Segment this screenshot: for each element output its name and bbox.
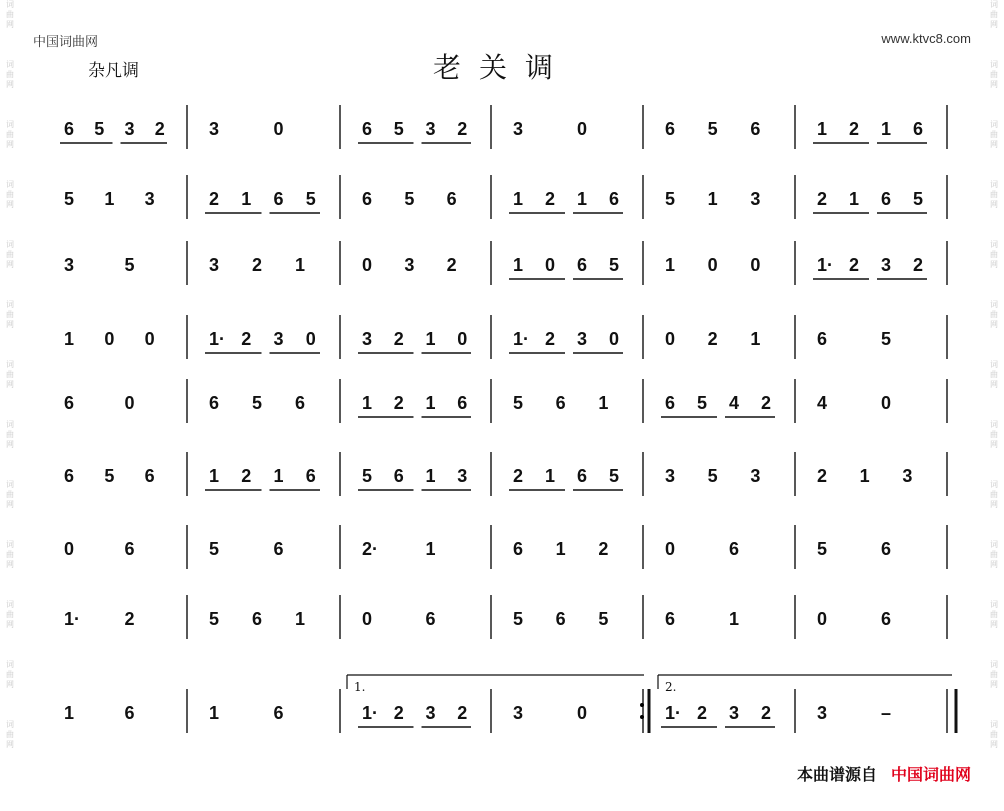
note: 3 [750, 466, 761, 486]
note: 3 [881, 255, 892, 275]
watermark-char: 曲 [990, 610, 998, 619]
note: 0 [665, 539, 676, 559]
note: 1 [859, 466, 870, 486]
note: 1 [64, 703, 75, 723]
note: 1 [707, 189, 718, 209]
note: 2 [393, 329, 404, 349]
note: 2 [209, 189, 220, 209]
note: 6 [393, 466, 404, 486]
note: 3 [144, 189, 155, 209]
note: 6 [362, 119, 373, 139]
watermark-char: 网 [990, 440, 998, 449]
note: 1 [295, 255, 306, 275]
note: 3 [750, 189, 761, 209]
note: 6 [144, 466, 155, 486]
watermark-char: 词 [990, 720, 998, 729]
note: 2· [362, 539, 379, 559]
note: 6 [209, 393, 220, 413]
watermark-char: 网 [6, 380, 14, 389]
watermark-char: 词 [6, 180, 14, 189]
note: 6 [295, 393, 306, 413]
watermark-char: 曲 [6, 430, 14, 439]
note: 6 [273, 189, 284, 209]
note: 1 [577, 189, 588, 209]
note: 3 [513, 119, 524, 139]
watermark-char: 曲 [6, 10, 14, 19]
source-site-link[interactable]: 中国词曲网 [890, 765, 971, 784]
note: 4 [729, 393, 740, 413]
note: 2 [457, 119, 468, 139]
note: 0 [305, 329, 316, 349]
note: 6 [555, 609, 566, 629]
note: 1· [362, 703, 379, 723]
watermark-char: 词 [6, 720, 14, 729]
note: 5 [104, 466, 115, 486]
watermark-char: 网 [6, 80, 14, 89]
note: 5 [881, 329, 892, 349]
note: 0 [881, 393, 892, 413]
note: 1 [750, 329, 761, 349]
note: 2 [817, 466, 828, 486]
note: 5 [252, 393, 263, 413]
note: 6 [665, 609, 676, 629]
source-label: 本曲谱源自 [796, 765, 877, 784]
note: 5 [913, 189, 924, 209]
note: 6 [273, 539, 284, 559]
note: 2 [154, 119, 165, 139]
watermark-char: 网 [990, 380, 998, 389]
note: 6 [64, 119, 75, 139]
note: 6 [305, 466, 316, 486]
watermark-char: 曲 [990, 310, 998, 319]
note: 5 [209, 539, 220, 559]
note: 3 [209, 119, 220, 139]
watermark-char: 曲 [990, 10, 998, 19]
watermark-char: 网 [6, 560, 14, 569]
note: 1 [555, 539, 566, 559]
note: 0 [545, 255, 556, 275]
note: 5 [393, 119, 404, 139]
note: 2 [545, 329, 556, 349]
note: 1 [425, 539, 436, 559]
note: 2 [393, 393, 404, 413]
note: 6 [425, 609, 436, 629]
watermark-char: 网 [990, 680, 998, 689]
note: 5 [707, 119, 718, 139]
note: 0 [144, 329, 155, 349]
note: 6 [577, 255, 588, 275]
watermark-char: 曲 [990, 70, 998, 79]
note: 6 [64, 393, 75, 413]
watermark-char: 词 [990, 180, 998, 189]
watermark-char: 网 [990, 620, 998, 629]
watermark-char: 曲 [6, 190, 14, 199]
note: 6 [665, 119, 676, 139]
note: 6 [64, 466, 75, 486]
watermark-char: 词 [6, 240, 14, 249]
note: 1 [273, 466, 284, 486]
site-url: www.ktvc8.com [881, 31, 971, 46]
watermark-char: 曲 [990, 370, 998, 379]
watermark-char: 曲 [6, 70, 14, 79]
note: 5 [598, 609, 609, 629]
watermark-char: 曲 [6, 670, 14, 679]
watermark-char: 网 [6, 500, 14, 509]
note: 1 [209, 466, 220, 486]
note: 1 [513, 255, 524, 275]
note: 1 [849, 189, 860, 209]
note: 1· [513, 329, 530, 349]
note: 3 [362, 329, 373, 349]
note: – [881, 703, 892, 723]
watermark-char: 词 [990, 360, 998, 369]
note: 1 [729, 609, 740, 629]
note: 6 [817, 329, 828, 349]
watermark-char: 网 [990, 200, 998, 209]
watermark-char: 曲 [6, 250, 14, 259]
watermark-char: 曲 [6, 130, 14, 139]
note: 6 [457, 393, 468, 413]
watermark-char: 网 [990, 80, 998, 89]
note: 5 [665, 189, 676, 209]
watermark-char: 曲 [990, 430, 998, 439]
note: 5 [64, 189, 75, 209]
note: 2 [761, 703, 772, 723]
watermark-char: 词 [6, 420, 14, 429]
note: 0 [577, 119, 588, 139]
note: 6 [513, 539, 524, 559]
repeat-dot [640, 703, 644, 707]
watermark-char: 网 [6, 440, 14, 449]
note: 6 [881, 189, 892, 209]
note: 3 [577, 329, 588, 349]
note: 3 [273, 329, 284, 349]
watermark-char: 曲 [6, 550, 14, 559]
note: 3 [817, 703, 828, 723]
watermark-char: 网 [990, 500, 998, 509]
watermark-char: 词 [990, 480, 998, 489]
note: 1 [362, 393, 373, 413]
note: 4 [817, 393, 828, 413]
watermark-char: 词 [6, 540, 14, 549]
note: 5 [707, 466, 718, 486]
note: 2 [241, 466, 252, 486]
watermark-char: 曲 [990, 250, 998, 259]
note: 1 [209, 703, 220, 723]
note: 5 [609, 466, 620, 486]
note: 6 [881, 539, 892, 559]
watermark-char: 词 [990, 600, 998, 609]
note: 2 [446, 255, 457, 275]
note: 0 [362, 609, 373, 629]
note: 5 [124, 255, 135, 275]
note: 0 [64, 539, 75, 559]
note: 5 [362, 466, 373, 486]
watermark-char: 词 [6, 360, 14, 369]
note: 3 [425, 703, 436, 723]
repeat-dot [640, 715, 644, 719]
note: 5 [697, 393, 708, 413]
watermark-char: 网 [6, 260, 14, 269]
note: 3 [64, 255, 75, 275]
watermark-char: 曲 [990, 190, 998, 199]
watermark-char: 曲 [6, 730, 14, 739]
note: 2 [598, 539, 609, 559]
note: 2 [761, 393, 772, 413]
note: 5 [404, 189, 415, 209]
note: 6 [665, 393, 676, 413]
watermark-char: 词 [6, 300, 14, 309]
note: 1· [64, 609, 81, 629]
watermark-char: 词 [990, 120, 998, 129]
watermark-char: 词 [6, 480, 14, 489]
note: 1· [817, 255, 834, 275]
watermark-char: 网 [6, 20, 14, 29]
watermark-char: 网 [990, 20, 998, 29]
watermark-char: 曲 [990, 130, 998, 139]
note: 2 [252, 255, 263, 275]
note: 1· [209, 329, 226, 349]
note: 1 [425, 329, 436, 349]
note: 1 [64, 329, 75, 349]
watermark-char: 网 [6, 140, 14, 149]
watermark-char: 网 [6, 620, 14, 629]
note: 1 [817, 119, 828, 139]
watermark-char: 曲 [6, 310, 14, 319]
watermark-char: 词 [6, 60, 14, 69]
note: 3 [729, 703, 740, 723]
note: 3 [513, 703, 524, 723]
volta-label-1: 1. [354, 680, 366, 694]
note: 2 [707, 329, 718, 349]
note: 6 [273, 703, 284, 723]
note: 6 [555, 393, 566, 413]
note: 3 [902, 466, 913, 486]
note: 2 [849, 119, 860, 139]
note: 1 [425, 466, 436, 486]
watermark-char: 词 [6, 600, 14, 609]
watermark-char: 词 [6, 120, 14, 129]
note: 2 [457, 703, 468, 723]
note: 6 [729, 539, 740, 559]
note: 1 [425, 393, 436, 413]
watermark-char: 曲 [990, 550, 998, 559]
note: 2 [545, 189, 556, 209]
note: 6 [124, 703, 135, 723]
note: 3 [124, 119, 135, 139]
footer-source [797, 762, 971, 785]
note: 6 [362, 189, 373, 209]
volta-label-2: 2. [665, 680, 677, 694]
note: 3 [665, 466, 676, 486]
watermark-char: 网 [990, 260, 998, 269]
note: 5 [305, 189, 316, 209]
note: 6 [577, 466, 588, 486]
note: 1 [295, 609, 306, 629]
watermark-char: 曲 [6, 490, 14, 499]
note: 2 [124, 609, 135, 629]
key-label: 杂凡调 [88, 61, 139, 81]
note: 6 [913, 119, 924, 139]
watermark-char: 网 [990, 140, 998, 149]
note: 5 [209, 609, 220, 629]
note: 0 [750, 255, 761, 275]
watermark-char: 词 [6, 0, 14, 9]
note: 1· [665, 703, 682, 723]
song-title: 老关调 [432, 51, 571, 84]
watermark-char: 曲 [990, 670, 998, 679]
note: 3 [404, 255, 415, 275]
note: 1 [241, 189, 252, 209]
note: 2 [241, 329, 252, 349]
note: 1 [598, 393, 609, 413]
note: 3 [209, 255, 220, 275]
watermark-char: 词 [990, 540, 998, 549]
watermark-char: 词 [990, 300, 998, 309]
note: 1 [881, 119, 892, 139]
note: 3 [425, 119, 436, 139]
note: 0 [817, 609, 828, 629]
watermark-char: 网 [6, 680, 14, 689]
note: 6 [881, 609, 892, 629]
watermark-char: 曲 [990, 730, 998, 739]
watermark-char: 词 [990, 240, 998, 249]
watermark-char: 网 [6, 320, 14, 329]
watermark-char: 词 [990, 420, 998, 429]
watermark-char: 网 [990, 320, 998, 329]
note: 0 [707, 255, 718, 275]
watermark-char: 网 [6, 200, 14, 209]
watermark-char: 网 [6, 740, 14, 749]
watermark-char: 词 [990, 0, 998, 9]
note: 2 [817, 189, 828, 209]
note: 0 [457, 329, 468, 349]
note: 0 [665, 329, 676, 349]
note: 3 [457, 466, 468, 486]
note: 0 [273, 119, 284, 139]
note: 0 [577, 703, 588, 723]
note: 2 [849, 255, 860, 275]
watermark-char: 词 [6, 660, 14, 669]
note: 5 [513, 393, 524, 413]
note: 6 [252, 609, 263, 629]
watermark-char: 曲 [6, 370, 14, 379]
note: 0 [104, 329, 115, 349]
note: 6 [446, 189, 457, 209]
watermark-char: 曲 [6, 610, 14, 619]
note: 5 [609, 255, 620, 275]
note: 2 [913, 255, 924, 275]
note: 1 [545, 466, 556, 486]
note: 5 [817, 539, 828, 559]
note: 2 [513, 466, 524, 486]
note: 5 [94, 119, 105, 139]
note: 2 [697, 703, 708, 723]
note: 6 [609, 189, 620, 209]
note: 1 [513, 189, 524, 209]
watermark-char: 网 [990, 560, 998, 569]
watermark-char: 曲 [990, 490, 998, 499]
note: 0 [362, 255, 373, 275]
watermark-char: 网 [990, 740, 998, 749]
note: 2 [393, 703, 404, 723]
note: 1 [104, 189, 115, 209]
note: 1 [665, 255, 676, 275]
note: 6 [750, 119, 761, 139]
note: 5 [513, 609, 524, 629]
watermark-char: 词 [990, 60, 998, 69]
note: 0 [609, 329, 620, 349]
watermark-char: 词 [990, 660, 998, 669]
note: 0 [124, 393, 135, 413]
site-name: 中国词曲网 [33, 35, 99, 50]
note: 6 [124, 539, 135, 559]
